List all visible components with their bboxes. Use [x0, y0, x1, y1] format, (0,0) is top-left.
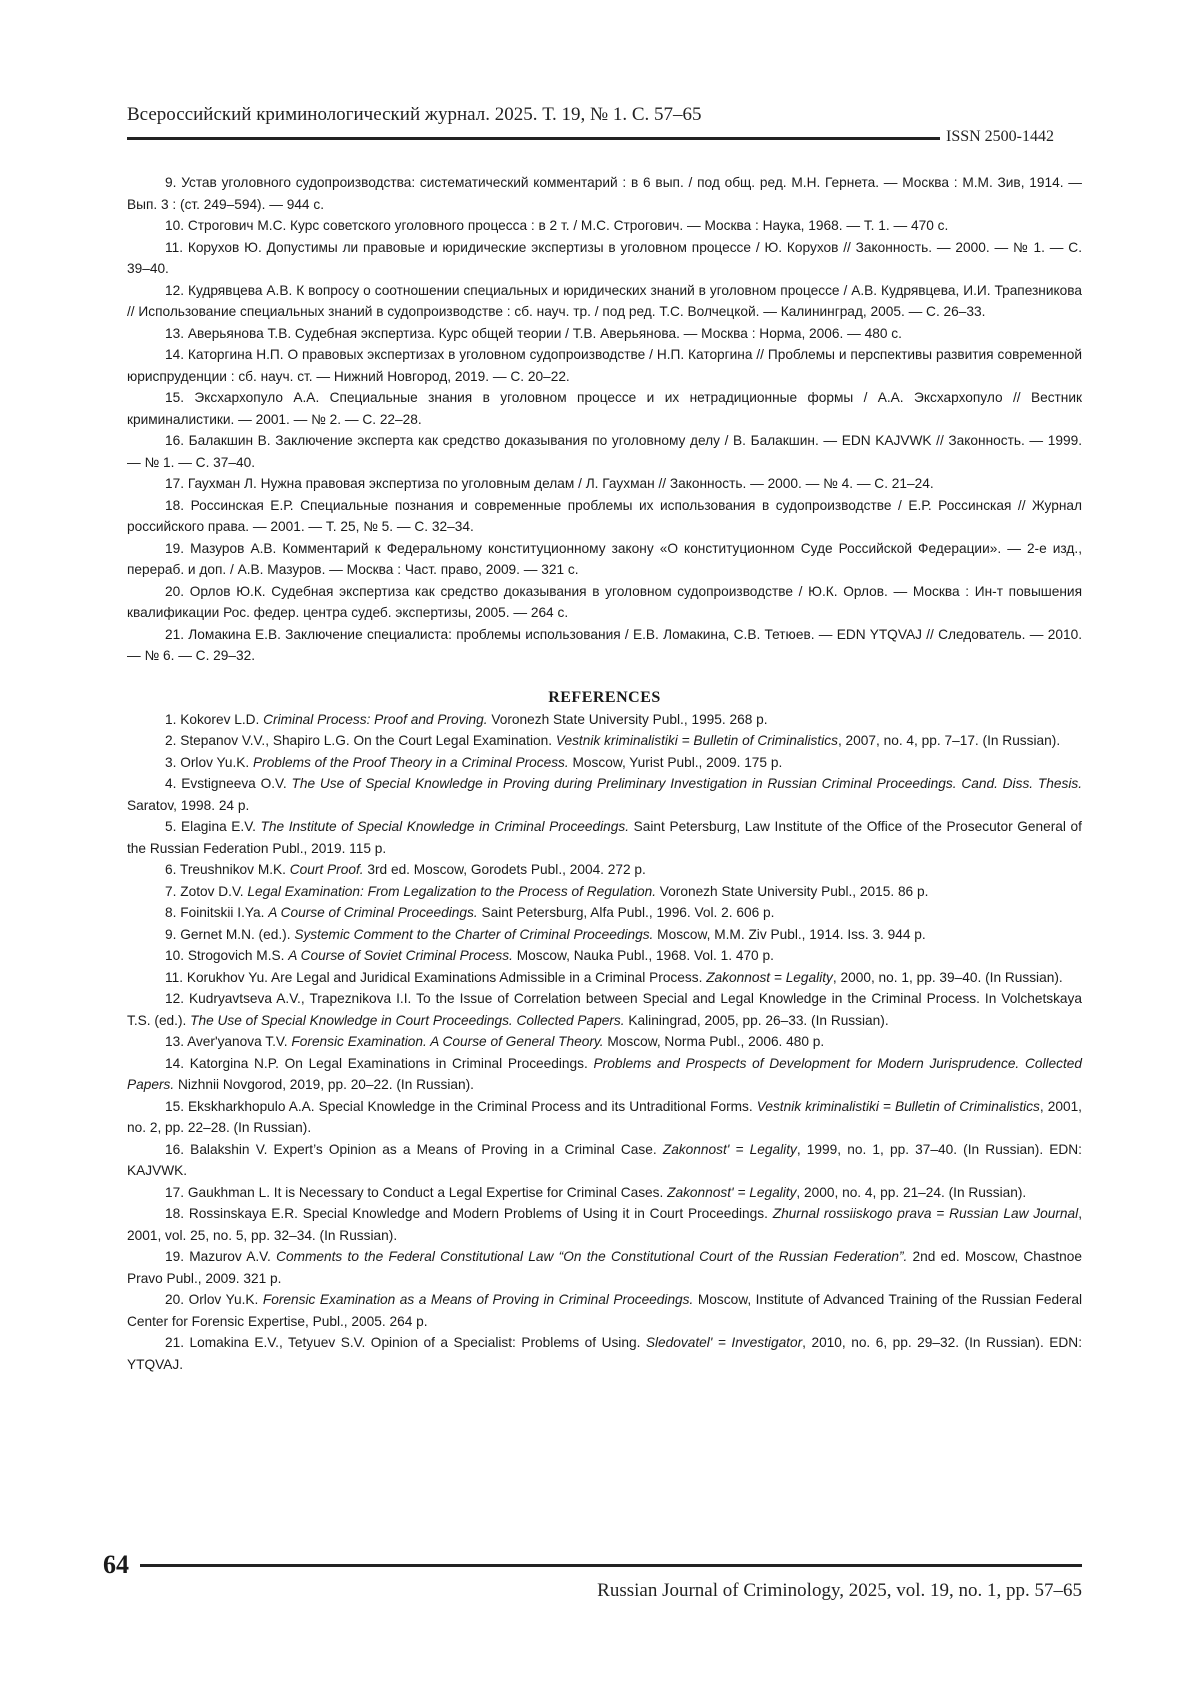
- reference-text: 2. Stepanov V.V., Shapiro L.G. On the Court Legal Examination.: [165, 733, 556, 748]
- reference-text: 12. Kudryavtseva A.V., Trapeznikova I.I. To the Issue of Correlation between Special and Legal Knowledge in the Criminal Process. In Volchetskaya T.S. (ed.).: [127, 991, 1082, 1028]
- reference-details: , 2010, no. 6, pp. 29–32. (In Russian). EDN: YTQVAJ.: [127, 1335, 1082, 1372]
- reference-text: 10. Strogovich M.S.: [165, 948, 288, 963]
- reference-item: 10. Строгович М.С. Курс советского уголовного процесса : в 2 т. / М.С. Строгович. — Москва : Наука, 1968. — Т. 1. — 470 с.: [127, 215, 1082, 237]
- article-body: [127, 172, 1082, 1375]
- reference-item: [127, 752, 1082, 774]
- reference-title: Problems of the Proof Theory in a Criminal Process.: [253, 755, 569, 770]
- reference-details: Kaliningrad, 2005, pp. 26–33. (In Russian).: [625, 1013, 889, 1028]
- reference-item: 11. Корухов Ю. Допустимы ли правовые и юридические экспертизы в уголовном процессе / Ю. Корухов // Законность. — 2000. — № 1. — С. 39–40.: [127, 237, 1082, 280]
- reference-item: [127, 1289, 1082, 1332]
- header-rule: [127, 137, 940, 140]
- reference-text: 17. Gaukhman L. It is Necessary to Conduct a Legal Expertise for Criminal Cases.: [165, 1185, 667, 1200]
- reference-text: 18. Rossinskaya E.R. Special Knowledge and Modern Problems of Using it in Court Proceedings.: [165, 1206, 773, 1221]
- reference-text: 1. Kokorev L.D.: [165, 712, 263, 727]
- reference-item: 20. Орлов Ю.К. Судебная экспертиза как средство доказывания в уголовном судопроизводстве / Ю.К. Орлов. — Москва : Ин-т повышения квалификации Рос. федер. центра судеб. экспертизы, 2005. — 264 с.: [127, 581, 1082, 624]
- reference-details: Saratov, 1998. 24 p.: [127, 798, 249, 813]
- reference-title: Zakonnost' = Legality: [663, 1142, 797, 1157]
- reference-item: [127, 902, 1082, 924]
- reference-item: [127, 945, 1082, 967]
- running-footer-journal: Russian Journal of Criminology, 2025, vol. 19, no. 1, pp. 57–65: [597, 1580, 1082, 1602]
- reference-item: [127, 709, 1082, 731]
- reference-details: 3rd ed. Moscow, Gorodets Publ., 2004. 272 p.: [364, 862, 646, 877]
- page-number: 64: [103, 1550, 129, 1580]
- reference-title: Zhurnal rossiiskogo prava = Russian Law Journal: [773, 1206, 1079, 1221]
- reference-title: A Course of Soviet Criminal Process.: [288, 948, 513, 963]
- reference-text: 5. Elagina E.V.: [165, 819, 261, 834]
- reference-title: Problems and Prospects of Development for Modern Jurisprudence. Collected Papers.: [127, 1056, 1082, 1093]
- reference-text: 6. Treushnikov M.K.: [165, 862, 290, 877]
- reference-item: 17. Гаухман Л. Нужна правовая экспертиза по уголовным делам / Л. Гаухман // Законность. — 2000. — № 4. — С. 21–24.: [127, 473, 1082, 495]
- reference-details: , 2000, no. 1, pp. 39–40. (In Russian).: [833, 970, 1063, 985]
- reference-details: Voronezh State University Publ., 2015. 86 p.: [656, 884, 928, 899]
- reference-details: Moscow, Nauka Publ., 1968. Vol. 1. 470 p.: [513, 948, 774, 963]
- reference-item: [127, 924, 1082, 946]
- reference-title: Vestnik kriminalistiki = Bulletin of Criminalistics: [556, 733, 838, 748]
- reference-title: A Course of Criminal Proceedings.: [268, 905, 477, 920]
- references-heading: REFERENCES: [127, 687, 1082, 709]
- reference-item: [127, 881, 1082, 903]
- reference-details: 2nd ed. Moscow, Chastnoe Pravo Publ., 2009. 321 p.: [127, 1249, 1082, 1286]
- reference-details: , 2007, no. 4, pp. 7–17. (In Russian).: [838, 733, 1060, 748]
- reference-text: 3. Orlov Yu.K.: [165, 755, 253, 770]
- reference-details: Voronezh State University Publ., 1995. 268 p.: [488, 712, 768, 727]
- reference-item: 12. Кудрявцева А.В. К вопросу о соотношении специальных и юридических знаний в уголовном процессе / А.В. Кудрявцева, И.И. Трапезникова // Использование специальных знаний в судопроизводстве : сб. науч. тр. / под ред. Т.С. Волчецкой. — Калининград, 2005. — С. 26–33.: [127, 280, 1082, 323]
- running-header-journal: Всероссийский криминологический журнал. 2025. Т. 19, № 1. С. 57–65: [127, 104, 702, 126]
- reference-details: , 1999, no. 1, pp. 37–40. (In Russian). EDN: KAJVWK.: [127, 1142, 1082, 1179]
- reference-item: 16. Балакшин В. Заключение эксперта как средство доказывания по уголовному делу / В. Балакшин. — EDN KAJVWK // Законность. — 1999. — № 1. — С. 37–40.: [127, 430, 1082, 473]
- reference-item: [127, 1332, 1082, 1375]
- reference-details: Moscow, M.M. Ziv Publ., 1914. Iss. 3. 944 p.: [653, 927, 925, 942]
- reference-title: Systemic Comment to the Charter of Criminal Proceedings.: [294, 927, 653, 942]
- reference-title: The Use of Special Knowledge in Proving during Preliminary Investigation in Russian Criminal Proceedings. Cand. Diss. Thesis.: [292, 776, 1082, 791]
- reference-details: Saint Petersburg, Law Institute of the Office of the Prosecutor General of the Russian Federation Publ., 2019. 115 p.: [127, 819, 1082, 856]
- reference-text: 9. Gernet M.N. (ed.).: [165, 927, 294, 942]
- reference-details: , 2001, vol. 25, no. 5, pp. 32–34. (In Russian).: [127, 1206, 1082, 1243]
- reference-title: Comments to the Federal Constitutional Law “On the Constitutional Court of the Russian Federation”.: [276, 1249, 907, 1264]
- reference-text: 19. Mazurov A.V.: [165, 1249, 276, 1264]
- reference-details: Moscow, Institute of Advanced Training of the Russian Federal Center for Forensic Expertise, Publ., 2005. 264 p.: [127, 1292, 1082, 1329]
- reference-title: The Use of Special Knowledge in Court Proceedings. Collected Papers.: [190, 1013, 624, 1028]
- reference-item: [127, 1031, 1082, 1053]
- reference-item: [127, 1053, 1082, 1096]
- reference-item: [127, 859, 1082, 881]
- reference-item: 9. Устав уголовного судопроизводства: систематический комментарий : в 6 вып. / под общ. ред. М.Н. Гернета. — Москва : М.М. Зив, 1914. — Вып. 3 : (ст. 249–594). — 944 с.: [127, 172, 1082, 215]
- reference-details: , 2000, no. 4, pp. 21–24. (In Russian).: [796, 1185, 1026, 1200]
- reference-title: Forensic Examination as a Means of Proving in Criminal Proceedings.: [263, 1292, 693, 1307]
- reference-item: [127, 1246, 1082, 1289]
- reference-title: Court Proof.: [290, 862, 364, 877]
- reference-item: 15. Эксхархопуло А.А. Специальные знания в уголовном процессе и их нетрадиционные формы / А.А. Эксхархопуло // Вестник криминалистики. — 2001. — № 2. — С. 22–28.: [127, 387, 1082, 430]
- page: [0, 0, 1200, 1697]
- reference-details: , 2001, no. 2, pp. 22–28. (In Russian).: [127, 1099, 1082, 1136]
- reference-title: Criminal Process: Proof and Proving.: [263, 712, 487, 727]
- reference-text: 16. Balakshin V. Expert’s Opinion as a Means of Proving in a Criminal Case.: [165, 1142, 663, 1157]
- reference-details: Moscow, Norma Publ., 2006. 480 p.: [604, 1034, 825, 1049]
- reference-title: Sledovatel' = Investigator: [646, 1335, 802, 1350]
- reference-item: [127, 730, 1082, 752]
- reference-text: 7. Zotov D.V.: [165, 884, 247, 899]
- running-header-issn: ISSN 2500-1442: [946, 128, 1054, 146]
- reference-item: 18. Россинская Е.Р. Специальные познания и современные проблемы их использования в судопроизводстве / Е.Р. Россинская // Журнал российского права. — 2001. — Т. 25, № 5. — С. 32–34.: [127, 495, 1082, 538]
- english-reference-list: [127, 709, 1082, 1376]
- reference-item: [127, 773, 1082, 816]
- reference-item: [127, 1139, 1082, 1182]
- reference-title: Vestnik kriminalistiki = Bulletin of Criminalistics: [757, 1099, 1040, 1114]
- reference-text: 14. Katorgina N.P. On Legal Examinations in Criminal Proceedings.: [165, 1056, 594, 1071]
- reference-item: [127, 1203, 1082, 1246]
- reference-item: [127, 1182, 1082, 1204]
- reference-details: Nizhnii Novgorod, 2019, pp. 20–22. (In Russian).: [174, 1077, 474, 1092]
- reference-text: 11. Korukhov Yu. Are Legal and Juridical Examinations Admissible in a Criminal Process.: [165, 970, 706, 985]
- russian-reference-list: [127, 172, 1082, 667]
- reference-item: [127, 967, 1082, 989]
- reference-title: Zakonnost' = Legality: [667, 1185, 796, 1200]
- reference-text: 15. Ekskharkhopulo A.A. Special Knowledge in the Criminal Process and its Untraditional Forms.: [165, 1099, 757, 1114]
- reference-text: 21. Lomakina E.V., Tetyuev S.V. Opinion of a Specialist: Problems of Using.: [165, 1335, 646, 1350]
- reference-item: 21. Ломакина Е.В. Заключение специалиста: проблемы использования / Е.В. Ломакина, С.В. Тетюев. — EDN YTQVAJ // Следователь. — 2010. — № 6. — С. 29–32.: [127, 624, 1082, 667]
- reference-item: 19. Мазуров А.В. Комментарий к Федеральному конституционному закону «О конституционном Суде Российской Федерации». — 2-е изд., перераб. и доп. / А.В. Мазуров. — Москва : Част. право, 2009. — 321 с.: [127, 538, 1082, 581]
- reference-text: 20. Orlov Yu.K.: [165, 1292, 263, 1307]
- reference-text: 4. Evstigneeva O.V.: [165, 776, 292, 791]
- reference-item: [127, 816, 1082, 859]
- reference-title: The Institute of Special Knowledge in Criminal Proceedings.: [261, 819, 630, 834]
- reference-details: Saint Petersburg, Alfa Publ., 1996. Vol. 2. 606 p.: [478, 905, 775, 920]
- reference-text: 13. Aver'yanova T.V.: [165, 1034, 291, 1049]
- reference-item: 13. Аверьянова Т.В. Судебная экспертиза. Курс общей теории / Т.В. Аверьянова. — Москва : Норма, 2006. — 480 с.: [127, 323, 1082, 345]
- reference-title: Legal Examination: From Legalization to the Process of Regulation.: [247, 884, 656, 899]
- reference-title: Forensic Examination. A Course of General Theory.: [291, 1034, 603, 1049]
- footer-rule: [140, 1564, 1082, 1567]
- reference-text: 8. Foinitskii I.Ya.: [165, 905, 268, 920]
- reference-item: 14. Каторгина Н.П. О правовых экспертизах в уголовном судопроизводстве / Н.П. Каторгина // Проблемы и перспективы развития современной юриспруденции : сб. науч. ст. — Нижний Новгород, 2019. — С. 20–22.: [127, 344, 1082, 387]
- reference-item: [127, 988, 1082, 1031]
- reference-details: Moscow, Yurist Publ., 2009. 175 p.: [569, 755, 783, 770]
- reference-item: [127, 1096, 1082, 1139]
- reference-title: Zakonnost = Legality: [706, 970, 833, 985]
